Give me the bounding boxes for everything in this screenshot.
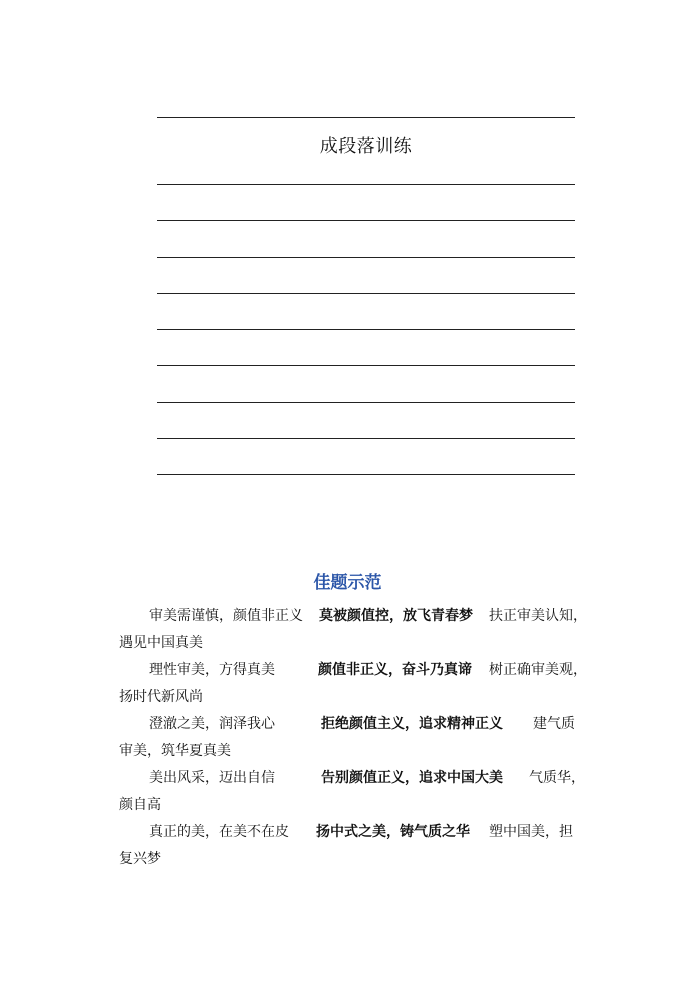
example-4-title-a: 美出风采，迈出自信 (149, 770, 275, 786)
example-1-title-c: 扶正审美认知， (489, 608, 587, 624)
example-5-title-a: 真正的美，在美不在皮 (149, 824, 289, 840)
paragraph-training-section (157, 117, 575, 475)
example-2-title-c: 树正确审美观， (489, 662, 587, 678)
example-2-title-a: 理性审美，方得真美 (149, 662, 275, 678)
example-2-title-d: 扬时代新风尚 (119, 689, 203, 705)
writing-line-2[interactable] (157, 220, 575, 256)
writing-line-7[interactable] (157, 402, 575, 438)
example-5-title-c: 塑中国美，担 (489, 824, 573, 840)
example-2-line-1 (119, 657, 585, 684)
example-3-title-a: 澄澈之美，润泽我心 (149, 716, 275, 732)
example-3-line-1 (119, 711, 585, 738)
writing-line-5[interactable] (157, 329, 575, 365)
example-2-title-b: 颜值非正义，奋斗乃真谛 (318, 662, 472, 678)
example-3-title-b: 拒绝颜值主义，追求精神正义 (321, 716, 503, 732)
example-4-line-2 (119, 792, 585, 819)
example-4-line-1 (119, 765, 585, 792)
top-rule (157, 117, 575, 118)
example-4-title-b: 告别颜值正义，追求中国大美 (321, 770, 503, 786)
training-title: 成段落训练 (319, 136, 413, 157)
example-5-title-d: 复兴梦 (119, 851, 161, 867)
example-4-title-d: 颜自高 (119, 797, 161, 813)
examples-heading: 佳题示范 (313, 573, 382, 593)
example-1-line-1 (119, 603, 585, 630)
example-3-line-2 (119, 738, 585, 765)
example-titles-list (119, 603, 585, 873)
example-1-title-a: 审美需谨慎，颜值非正义 (149, 608, 303, 624)
writing-line-8[interactable] (157, 438, 575, 474)
example-4-title-c: 气质华， (529, 770, 585, 786)
example-1-line-2 (119, 630, 585, 657)
writing-line-6[interactable] (157, 365, 575, 401)
example-5-line-1 (119, 819, 585, 846)
example-2-line-2 (119, 684, 585, 711)
writing-line-4[interactable] (157, 293, 575, 329)
example-3-title-d: 审美，筑华夏真美 (119, 743, 231, 759)
writing-line-3[interactable] (157, 257, 575, 293)
writing-line-1[interactable] (157, 184, 575, 220)
example-1-title-d: 遇见中国真美 (119, 635, 203, 651)
writing-line-9[interactable] (157, 474, 575, 475)
example-5-line-2 (119, 846, 585, 873)
example-5-title-b: 扬中式之美，铸气质之华 (316, 824, 470, 840)
example-3-title-c: 建气质 (533, 716, 575, 732)
example-1-title-b: 莫被颜值控，放飞青春梦 (319, 608, 473, 624)
